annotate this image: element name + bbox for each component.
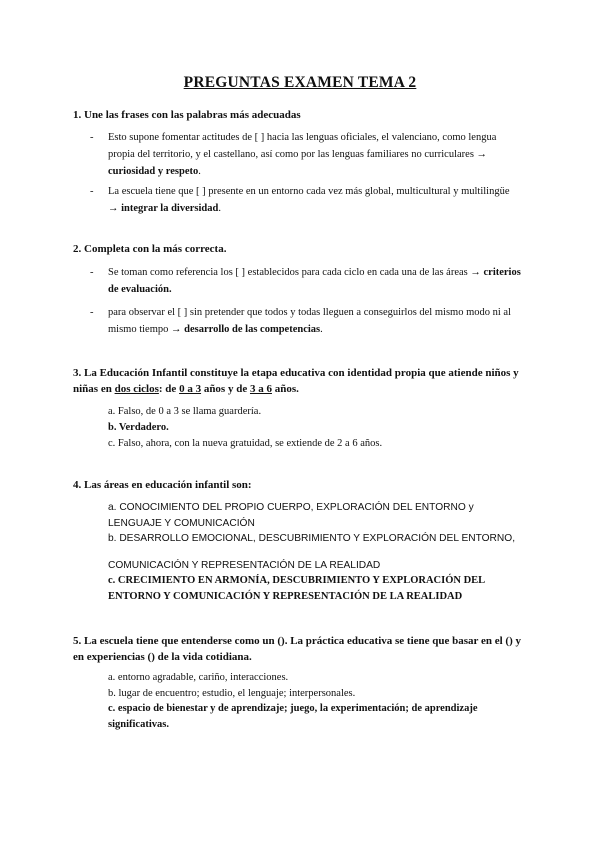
heading-underlined: 0 a 3	[179, 383, 202, 395]
item-text: Se toman como referencia los [ ] establecidos para cada ciclo en cada una de las áreas →	[108, 267, 484, 278]
bullet-dash: -	[90, 307, 94, 318]
item-end: .	[198, 166, 201, 177]
question-4-option-c: c. CRECIMIENTO EN ARMONÍA, DESCUBRIMIENTO Y EXPLORACIÓN DEL ENTORNO Y COMUNICACIÓN Y REPRESENTACIÓN DE LA REALIDAD	[108, 575, 485, 602]
question-5-heading: 5. La escuela tiene que entenderse como un (). La práctica educativa se tiene que basar en el () y en experiencias () de la vida cotidiana.	[73, 635, 521, 663]
heading-text: 3. La Educación Infantil constituye la etapa educativa con identidad propia que atiende niños y niñas en	[73, 367, 519, 395]
question-2-heading: 2. Completa con la más correcta.	[73, 243, 227, 255]
question-5-option-c: c. espacio de bienestar y de aprendizaje; juego, la experimentación; de aprendizaje significativas.	[108, 703, 478, 730]
bullet-dash: -	[90, 267, 94, 278]
page-title: PREGUNTAS EXAMEN TEMA 2	[183, 74, 417, 91]
question-4-option-a: a. CONOCIMIENTO DEL PROPIO CUERPO, EXPLORACIÓN DEL ENTORNO y LENGUAJE Y COMUNICACIÓN	[108, 502, 474, 529]
question-1-item-1	[90, 129, 522, 180]
heading-text: : de	[158, 383, 180, 395]
question-4-option-b-cont: COMUNICACIÓN Y REPRESENTACIÓN DE LA REALIDAD	[108, 560, 381, 571]
item-answer: criterios de evaluación.	[108, 267, 521, 295]
question-3-heading	[73, 365, 528, 397]
item-text: La escuela tiene que [ ] presente en un entorno cada vez más global, multicultural y multilingüe →	[108, 186, 510, 214]
heading-text: años.	[271, 383, 299, 395]
question-2-item-1	[90, 264, 522, 298]
item-answer: integrar la diversidad	[121, 203, 219, 214]
question-3-option-b: b. Verdadero.	[108, 422, 169, 433]
item-end: .	[218, 203, 221, 214]
item-end: .	[320, 324, 323, 335]
bullet-dash: -	[90, 132, 94, 143]
question-5-option-b: b. lugar de encuentro; estudio, el lenguaje; interpersonales.	[108, 688, 356, 699]
question-1-item-2	[90, 183, 522, 217]
question-2-item-2	[90, 304, 522, 338]
item-answer: desarrollo de las competencias	[184, 324, 321, 335]
question-3-option-a: a. Falso, de 0 a 3 se llama guardería.	[108, 406, 262, 417]
item-answer: curiosidad y respeto	[108, 166, 199, 177]
bullet-dash: -	[90, 186, 94, 197]
item-text: Esto supone fomentar actitudes de [ ] hacia las lenguas oficiales, el valenciano, como lengua propia del territorio, y el castellano, así como por las lenguas familiares no curriculares →	[108, 132, 497, 160]
question-3-option-c: c. Falso, ahora, con la nueva gratuidad, se extiende de 2 a 6 años.	[108, 438, 383, 449]
question-4-option-b: b. DESARROLLO EMOCIONAL, DESCUBRIMIENTO Y EXPLORACIÓN DEL ENTORNO,	[108, 533, 516, 544]
heading-underlined: 3 a 6	[249, 383, 272, 395]
question-5-option-a: a. entorno agradable, cariño, interacciones.	[108, 672, 289, 683]
question-4-heading: 4. Las áreas en educación infantil son:	[73, 479, 252, 491]
heading-text: años y de	[201, 383, 250, 395]
question-1-heading: 1. Une las frases con las palabras más adecuadas	[73, 109, 301, 121]
heading-underlined: dos ciclos	[114, 383, 159, 395]
item-text: para observar el [ ] sin pretender que todos y todas lleguen a conseguirlos del mismo modo ni al mismo tiempo →	[108, 307, 511, 335]
